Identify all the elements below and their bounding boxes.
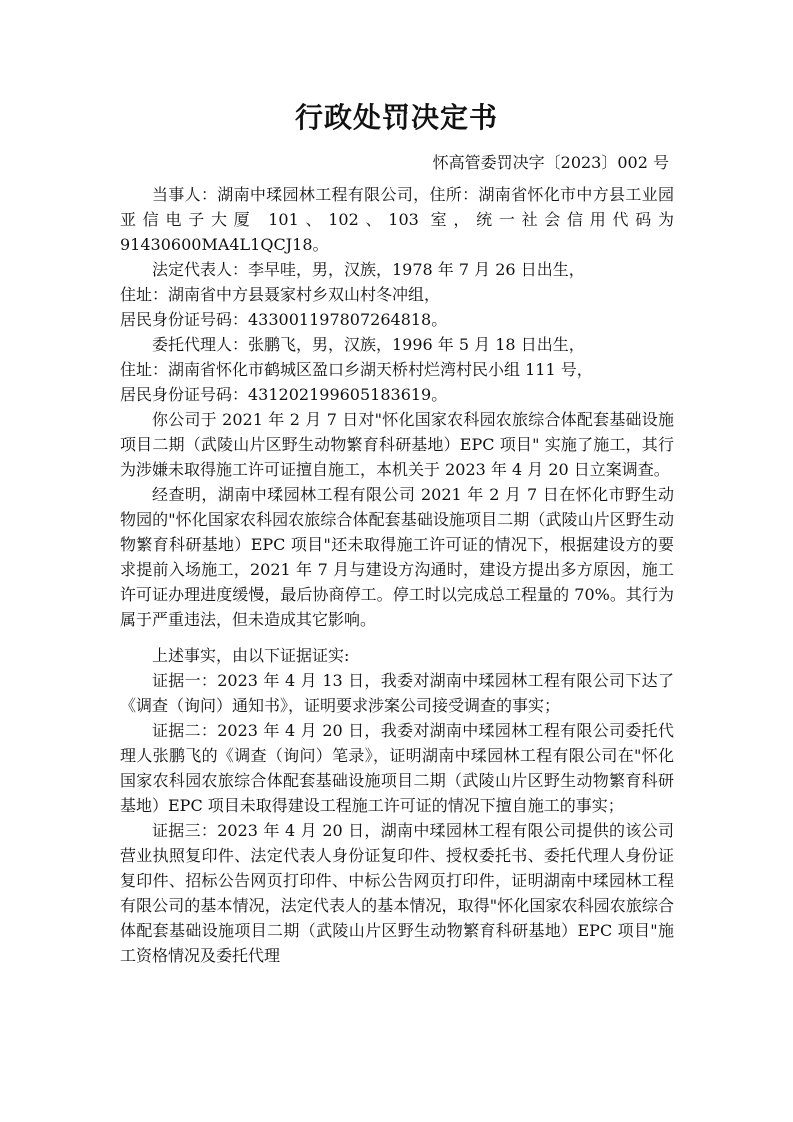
document-title: 行政处罚决定书	[294, 101, 498, 134]
document-number: 怀高管委罚决字〔2023〕002 号	[432, 153, 669, 172]
agent-id: 居民身份证号码：431202199605183619。	[120, 385, 448, 404]
findings-paragraph: 经查明，湖南中瑈园林工程有限公司 2021 年 2 月 7 日在怀化市野生动物园的"怀化国家农科园农旅综合体配套基础设施项目二期（武陵山片区野生动物繁育科研基地）EPC 项目"还未取得施工许可证的情况下，根据建设方的要求提前入场施工，2021 年 7 月与建设方沟通时，建设方提出多方原因，施工许可证办理进度缓慢，最后协商停工。停工时以完成总工程量的 70%。其行为属于严重违法，但未造成其它影响。	[120, 485, 674, 629]
evidence-1: 证据一：2023 年 4 月 13 日，我委对湖南中瑈园林工程有限公司下达了《调查（询问）通知书》，证明要求涉案公司接受调查的事实；	[120, 671, 674, 715]
legal-representative-id: 居民身份证号码：433001197807264818。	[120, 310, 448, 329]
evidence-intro: 上述事实，由以下证据证实:	[152, 646, 350, 665]
party-paragraph: 当事人：湖南中瑈园林工程有限公司，住所：湖南省怀化市中方县工业园亚信电子大厦 101、102、103 室，统一社会信用代码为 91430600MA4L1QCJ18。	[120, 185, 674, 254]
case-filing-paragraph: 你公司于 2021 年 2 月 7 日对"怀化国家农科园农旅综合体配套基础设施项目二期（武陵山片区野生动物繁育科研基地）EPC 项目" 实施了施工，其行为涉嫌未取得施工许可证擅自施工，本机关于 2023 年 4 月 20 日立案调查。	[120, 410, 674, 479]
document-body	[120, 182, 674, 968]
agent-line: 委托代理人：张鹏飞，男，汉族，1996 年 5 月 18 日出生，	[152, 335, 585, 354]
legal-representative-address: 住址：湖南省中方县聂家村乡双山村冬冲组，	[120, 285, 441, 304]
evidence-3: 证据三：2023 年 4 月 20 日，湖南中瑈园林工程有限公司提供的该公司营业执照复印件、法定代表人身份证复印件、授权委托书、委托代理人身份证复印件、招标公告网页打印件、中标公告网页打印件，证明湖南中瑈园林工程有限公司的基本情况，法定代表人的基本情况，取得"怀化国家农科园农旅综合体配套基础设施项目二期（武陵山片区野生动物繁育科研基地）EPC 项目"施工资格情况及委托代理	[120, 821, 674, 965]
paragraph-gap	[120, 632, 674, 643]
legal-representative-line: 法定代表人：李早哇，男，汉族，1978 年 7 月 26 日出生，	[152, 260, 585, 279]
evidence-2: 证据二：2023 年 4 月 20 日，我委对湖南中瑈园林工程有限公司委托代理人张鹏飞的《调查（询问）笔录》，证明湖南中瑈园林工程有限公司在"怀化国家农科园农旅综合体配套基础设施项目二期（武陵山片区野生动物繁育科研基地）EPC 项目未取得建设工程施工许可证的情况下擅自施工的事实；	[120, 721, 674, 815]
agent-address: 住址：湖南省怀化市鹤城区盈口乡湖天桥村烂湾村民小组 111 号，	[120, 360, 593, 379]
